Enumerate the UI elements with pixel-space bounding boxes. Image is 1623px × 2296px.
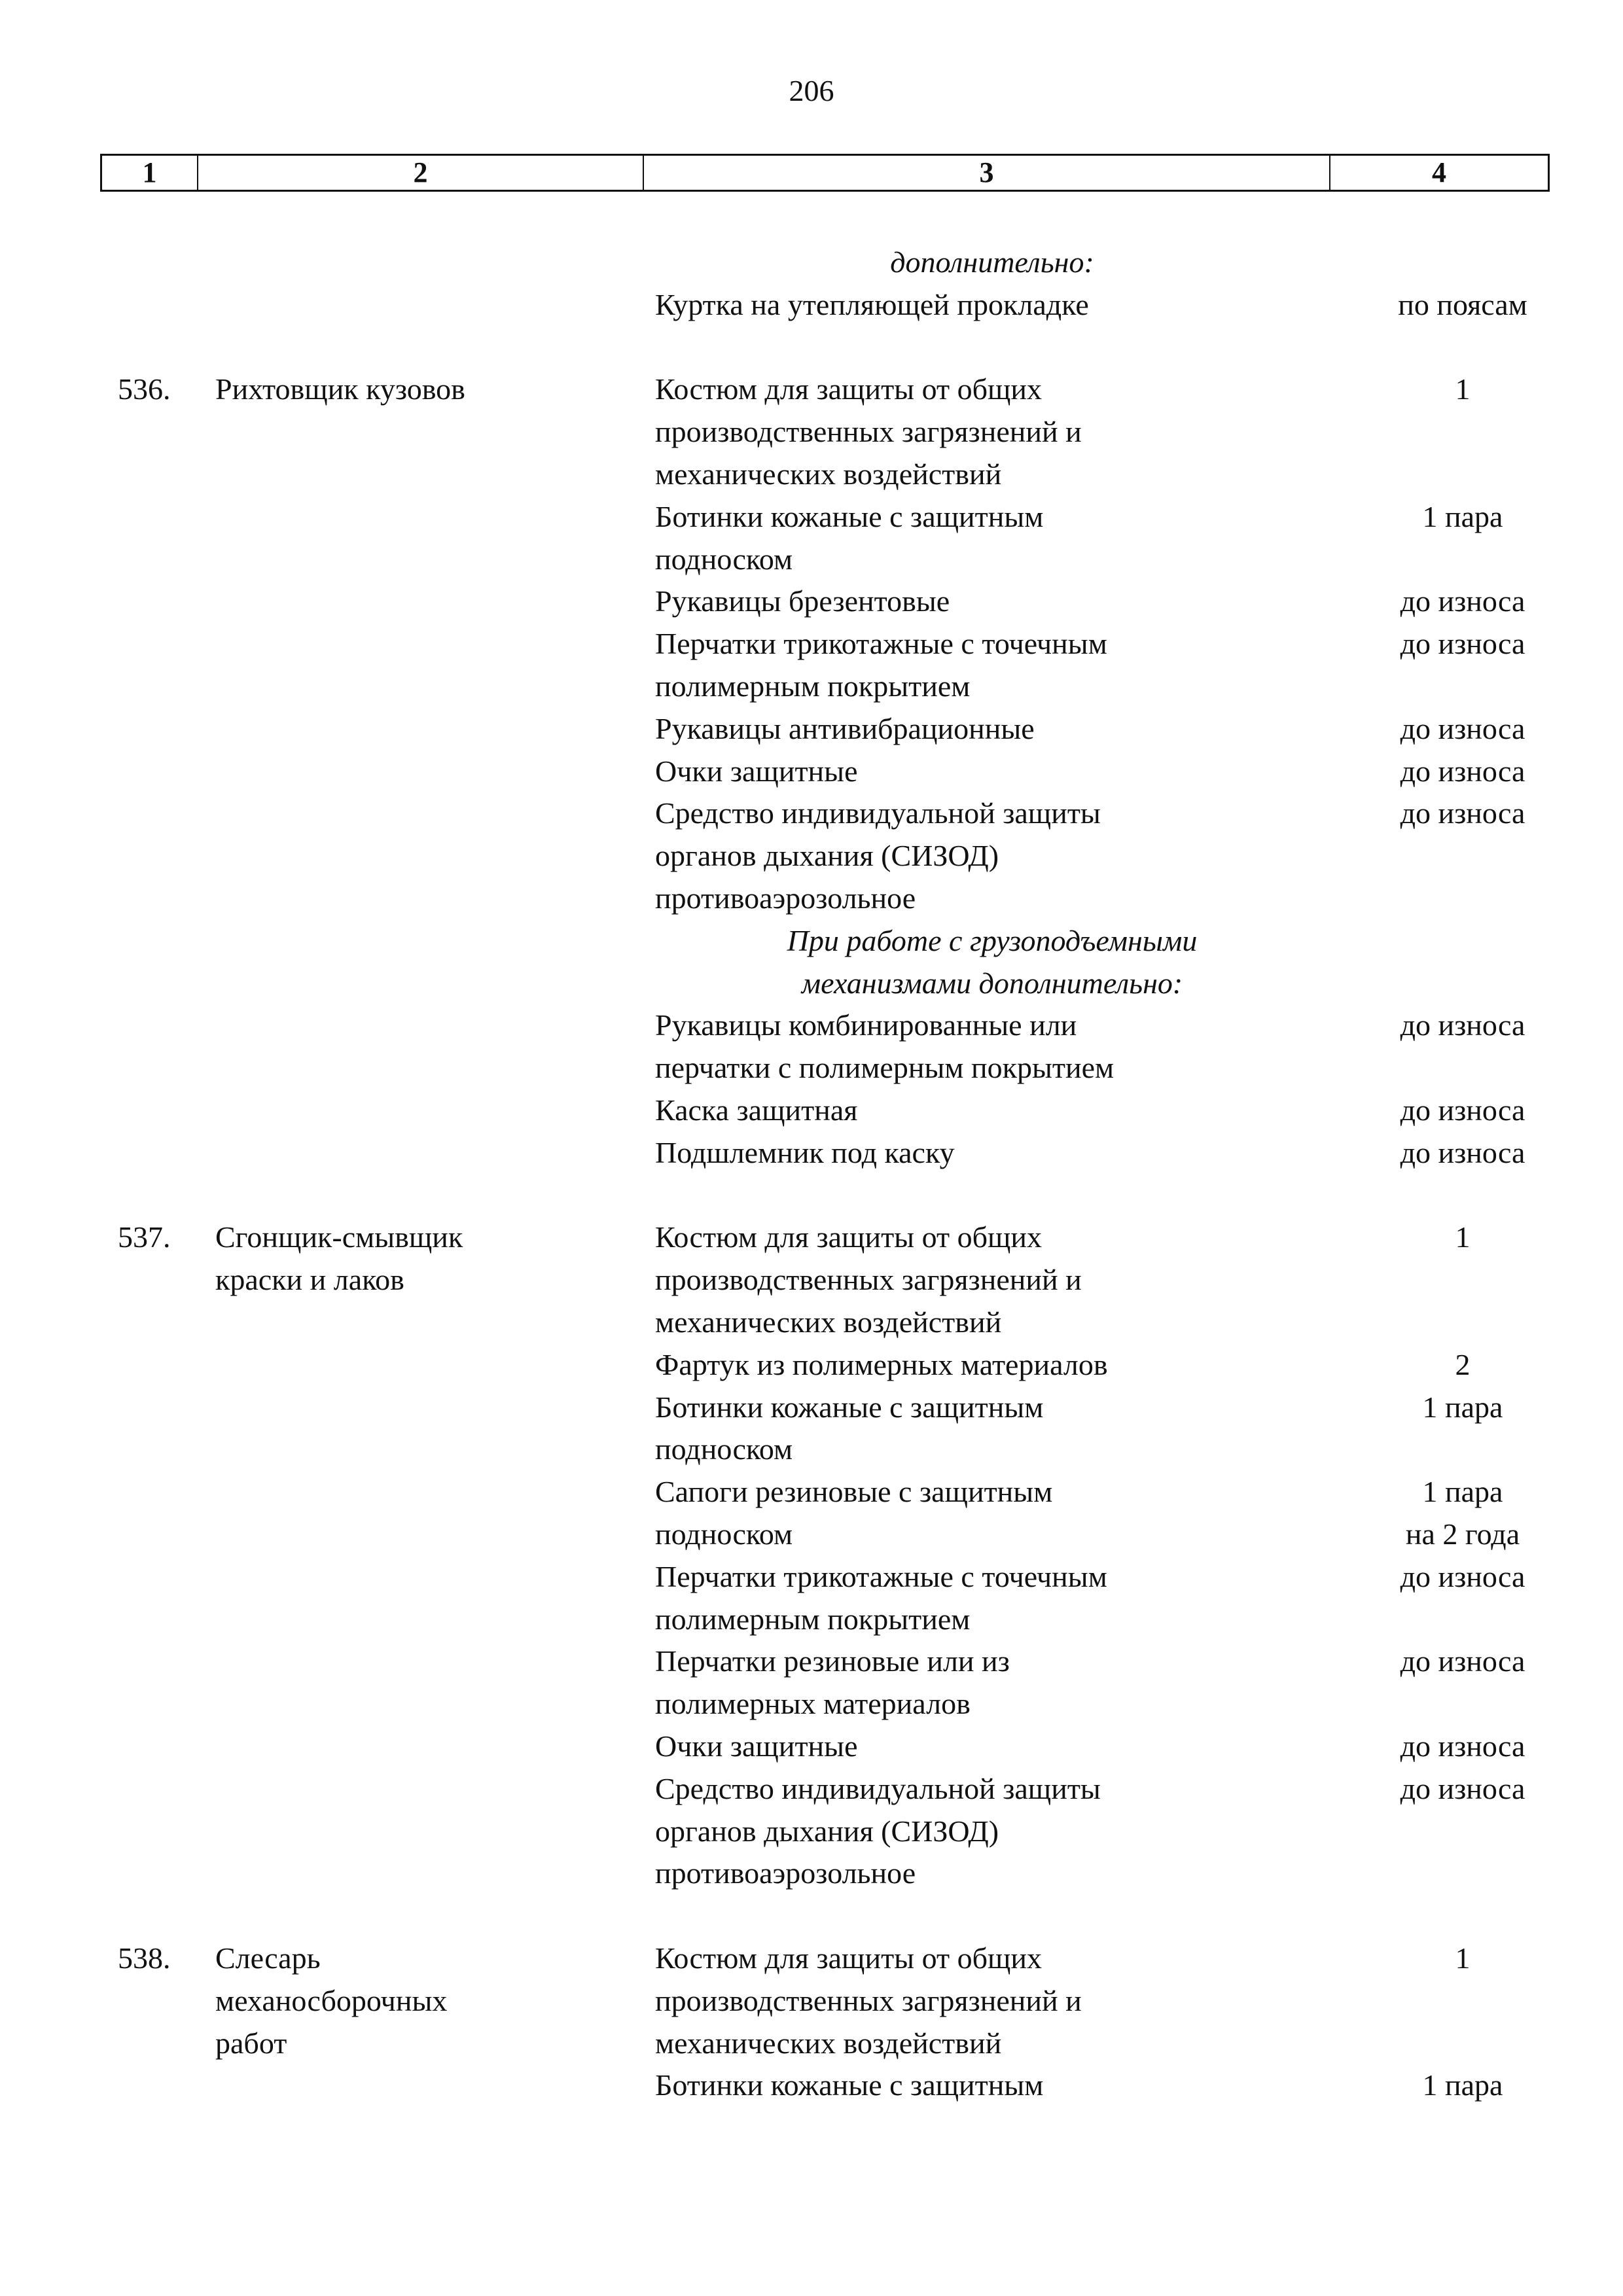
ppe-item: Куртка на утепляющей прокладке xyxy=(655,287,1089,321)
ppe-item: Очки защитные xyxy=(655,754,858,788)
ppe-quantity: 1 пара xyxy=(1422,1475,1503,1509)
ppe-item: органов дыхания (СИЗОД) xyxy=(655,839,999,873)
ppe-item: полимерных материалов xyxy=(655,1687,971,1721)
item-number: 537. xyxy=(118,1220,171,1254)
ppe-item: перчатки с полимерным покрытием xyxy=(655,1051,1115,1085)
item-number: 536. xyxy=(118,372,171,406)
ppe-item: подноском xyxy=(655,1517,793,1551)
ppe-quantity: 1 xyxy=(1455,1220,1471,1254)
ppe-item: производственных загрязнений и xyxy=(655,1263,1082,1297)
ppe-item: Средство индивидуальной защиты xyxy=(655,1771,1101,1805)
ppe-quantity: до износа xyxy=(1400,1135,1525,1169)
ppe-quantity: до износа xyxy=(1400,1644,1525,1678)
header-col-3: 3 xyxy=(644,156,1330,190)
header-col-4: 4 xyxy=(1432,156,1446,188)
ppe-quantity: до износа xyxy=(1400,584,1525,618)
ppe-quantity: до износа xyxy=(1400,711,1525,745)
ppe-quantity: 1 пара xyxy=(1422,499,1503,533)
ppe-item: подноском xyxy=(655,1432,793,1466)
ppe-item: Подшлемник под каску xyxy=(655,1135,955,1169)
ppe-item: механических воздействий xyxy=(655,1305,1002,1339)
ppe-quantity: до износа xyxy=(1400,1093,1525,1127)
ppe-item: Перчатки резиновые или из xyxy=(655,1644,1010,1678)
section-heading: дополнительно: xyxy=(890,245,1094,279)
ppe-quantity: 1 пара xyxy=(1422,2068,1503,2102)
ppe-quantity: до износа xyxy=(1400,754,1525,788)
ppe-item: Костюм для защиты от общих xyxy=(655,1220,1043,1254)
ppe-quantity: до износа xyxy=(1400,1559,1525,1593)
profession-name: механосборочных xyxy=(215,1983,448,2017)
ppe-item: производственных загрязнений и xyxy=(655,415,1082,449)
ppe-item: полимерным покрытием xyxy=(655,669,971,703)
ppe-quantity: по поясам xyxy=(1398,287,1527,321)
table-header xyxy=(100,154,1550,192)
ppe-item: органов дыхания (СИЗОД) xyxy=(655,1814,999,1848)
ppe-item: Ботинки кожаные с защитным xyxy=(655,2068,1044,2102)
ppe-item: механических воздействий xyxy=(655,2026,1002,2060)
ppe-item: подноском xyxy=(655,542,793,576)
ppe-quantity: 1 пара xyxy=(1422,1390,1503,1424)
ppe-item: Рукавицы антивибрационные xyxy=(655,711,1035,745)
profession-name: Сгонщик-смывщик xyxy=(215,1220,463,1254)
page-number: 206 xyxy=(789,74,834,107)
ppe-quantity: 1 xyxy=(1455,372,1471,406)
ppe-item: Очки защитные xyxy=(655,1729,858,1763)
profession-name: Слесарь xyxy=(215,1941,321,1975)
ppe-quantity: 1 xyxy=(1455,1941,1471,1975)
ppe-item: Фартук из полимерных материалов xyxy=(655,1347,1108,1381)
ppe-quantity: на 2 года xyxy=(1405,1517,1520,1551)
profession-name: Рихтовщик кузовов xyxy=(215,372,465,406)
ppe-item: Рукавицы брезентовые xyxy=(655,584,950,618)
header-col-2: 2 xyxy=(198,156,644,190)
ppe-item: Костюм для защиты от общих xyxy=(655,372,1043,406)
section-heading: механизмами дополнительно: xyxy=(801,966,1183,1000)
header-col-1: 1 xyxy=(102,156,198,190)
ppe-quantity: до износа xyxy=(1400,627,1525,661)
section-heading: При работе с грузоподъемными xyxy=(787,923,1198,957)
ppe-item: Сапоги резиновые с защитным xyxy=(655,1475,1053,1509)
ppe-item: Каска защитная xyxy=(655,1093,858,1127)
ppe-quantity: до износа xyxy=(1400,1008,1525,1042)
ppe-quantity: 2 xyxy=(1455,1347,1471,1381)
ppe-item: противоаэрозольное xyxy=(655,881,916,915)
ppe-quantity: до износа xyxy=(1400,1729,1525,1763)
ppe-item: Перчатки трикотажные с точечным xyxy=(655,1559,1107,1593)
profession-name: краски и лаков xyxy=(215,1263,404,1297)
ppe-item: Перчатки трикотажные с точечным xyxy=(655,627,1107,661)
ppe-item: Ботинки кожаные с защитным xyxy=(655,499,1044,533)
profession-name: работ xyxy=(215,2026,287,2060)
ppe-item: противоаэрозольное xyxy=(655,1856,916,1890)
ppe-item: Ботинки кожаные с защитным xyxy=(655,1390,1044,1424)
ppe-quantity: до износа xyxy=(1400,796,1525,830)
ppe-quantity: до износа xyxy=(1400,1771,1525,1805)
ppe-item: производственных загрязнений и xyxy=(655,1983,1082,2017)
ppe-item: механических воздействий xyxy=(655,457,1002,491)
ppe-item: Рукавицы комбинированные или xyxy=(655,1008,1077,1042)
ppe-item: Средство индивидуальной защиты xyxy=(655,796,1101,830)
ppe-item: Костюм для защиты от общих xyxy=(655,1941,1043,1975)
ppe-item: полимерным покрытием xyxy=(655,1602,971,1636)
item-number: 538. xyxy=(118,1941,171,1975)
